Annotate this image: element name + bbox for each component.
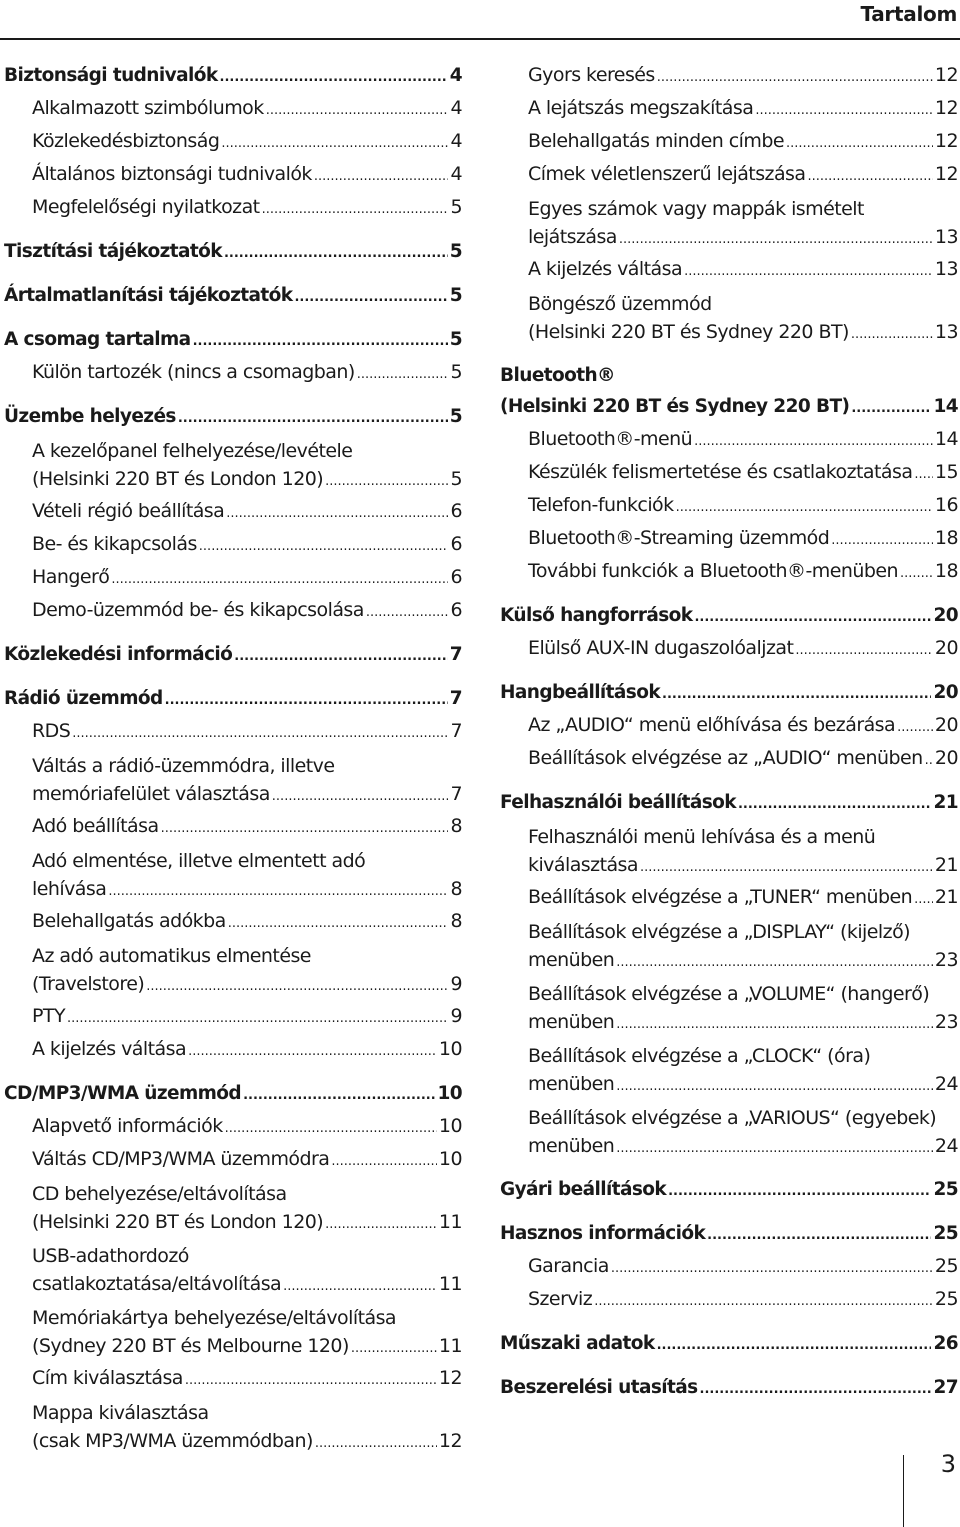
dot-leader — [234, 641, 447, 672]
dot-leader — [900, 558, 933, 589]
toc-section[interactable] — [500, 677, 958, 710]
toc-entry-title: Be- és kikapcsolás — [32, 533, 197, 555]
toc-page-number: 13 — [934, 321, 958, 343]
toc-entry-title: Hasznos információk — [500, 1223, 706, 1244]
toc-entry-title: (Helsinki 220 BT és London 120) — [32, 1211, 324, 1233]
dot-leader — [331, 1146, 437, 1177]
toc-entry-title: Gyári beállítások — [500, 1179, 667, 1200]
dot-leader — [914, 459, 933, 490]
toc-entry[interactable] — [500, 490, 958, 523]
dot-leader — [193, 326, 448, 357]
dot-leader — [851, 321, 933, 349]
toc-entry[interactable] — [4, 1177, 462, 1239]
toc-entry-title: Adó beállítása — [32, 815, 159, 837]
toc-page-number: 12 — [934, 97, 958, 119]
dot-leader — [262, 194, 449, 225]
toc-page-number: 8 — [450, 878, 462, 900]
toc-entry[interactable] — [500, 287, 958, 349]
toc-entry[interactable] — [500, 556, 958, 589]
toc-entry-title: Külső hangforrások — [500, 605, 693, 626]
toc-column-left — [4, 60, 462, 1458]
toc-entry-title-line: A kezelőpanel felhelyezése/levétele — [32, 440, 353, 462]
toc-entry-title: Felhasználói beállítások — [500, 792, 736, 813]
toc-entry-title: Demo-üzemmód be- és kikapcsolása — [32, 599, 364, 621]
toc-entry-title: csatlakoztatása/eltávolítása — [32, 1273, 282, 1295]
toc-entry[interactable] — [500, 743, 958, 776]
dot-leader — [226, 498, 448, 529]
toc-section[interactable] — [500, 1328, 958, 1361]
dot-leader — [161, 813, 449, 844]
toc-entry-title: Belehallgatás minden címbe — [528, 130, 785, 152]
toc-entry-title: Műszaki adatok — [500, 1333, 655, 1354]
dot-leader — [676, 492, 933, 523]
dot-leader — [366, 597, 449, 628]
dot-leader — [188, 1036, 437, 1067]
page-number: 3 — [940, 1450, 956, 1478]
toc-page-number: 25 — [934, 1255, 958, 1277]
toc-entry-title-line: USB-adathordozó — [32, 1245, 189, 1267]
toc-entry-title: Külön tartozék (nincs a csomagban) — [32, 361, 355, 383]
toc-entry-title: Az „AUDIO“ menü előhívása és bezárása — [528, 714, 896, 736]
dot-leader — [694, 602, 931, 633]
dot-leader — [221, 128, 448, 159]
toc-entry-title: menüben — [528, 1073, 615, 1095]
toc-entry[interactable] — [500, 1284, 958, 1317]
toc-entry-title-line: Váltás a rádió-üzemmódra, illetve — [32, 755, 335, 777]
toc-page-number: 12 — [934, 163, 958, 185]
toc-entry[interactable] — [4, 939, 462, 1001]
toc-page-number: 10 — [438, 1038, 462, 1060]
toc-entry[interactable] — [4, 1301, 462, 1363]
toc-entry-title: (Helsinki 220 BT és London 120) — [32, 468, 324, 490]
toc-entry-title-line: Egyes számok vagy mappák ismételt — [528, 198, 864, 220]
toc-entry[interactable] — [4, 126, 462, 159]
toc-page-number: 15 — [934, 461, 958, 483]
toc-section[interactable] — [500, 600, 958, 633]
toc-entry[interactable] — [4, 159, 462, 192]
toc-section[interactable] — [500, 1372, 958, 1405]
dot-leader — [146, 973, 448, 1001]
toc-entry[interactable] — [500, 60, 958, 93]
toc-entry-title: (csak MP3/WMA üzemmódban) — [32, 1430, 313, 1452]
toc-section[interactable] — [4, 280, 462, 313]
toc-entry[interactable] — [500, 710, 958, 743]
toc-entry[interactable] — [4, 844, 462, 906]
toc-page-number: 14 — [934, 428, 958, 450]
dot-leader — [283, 1273, 437, 1301]
dot-leader — [755, 95, 933, 126]
toc-page-number: 11 — [438, 1273, 462, 1295]
dot-leader — [657, 62, 933, 93]
toc-page-number: 5 — [449, 285, 462, 306]
toc-entry-title: Biztonsági tudnivalók — [4, 65, 218, 86]
toc-entry-title: menüben — [528, 1011, 615, 1033]
toc-entry[interactable] — [500, 254, 958, 287]
toc-entry-title-line: Beállítások elvégzése a „CLOCK“ (óra) — [528, 1045, 871, 1067]
toc-entry-title: Beállítások elvégzése az „AUDIO“ menüben — [528, 747, 923, 769]
toc-page-number: 23 — [934, 949, 958, 971]
toc-entry[interactable] — [500, 915, 958, 977]
dot-leader — [314, 161, 449, 192]
dot-leader — [684, 256, 933, 287]
dot-leader — [808, 161, 933, 192]
toc-entry[interactable] — [500, 126, 958, 159]
toc-page-number: 25 — [934, 1288, 958, 1310]
dot-leader — [228, 908, 449, 939]
toc-entry-title: lehívása — [32, 878, 107, 900]
dot-leader — [594, 1286, 933, 1317]
toc-entry-title: RDS — [32, 720, 71, 742]
toc-entry-title: Üzembe helyezés — [4, 406, 176, 427]
dot-leader — [700, 1374, 932, 1405]
dot-leader — [662, 679, 931, 710]
toc-entry[interactable] — [500, 192, 958, 254]
toc-page-number: 7 — [450, 720, 462, 742]
toc-section[interactable] — [4, 236, 462, 269]
toc-page-number: 25 — [933, 1179, 958, 1200]
toc-entry-title: menüben — [528, 949, 615, 971]
toc-entry-title: Tisztítási tájékoztatók — [4, 241, 222, 262]
dot-leader — [914, 884, 933, 915]
toc-page-number: 26 — [933, 1333, 958, 1354]
toc-entry-title: Belehallgatás adókba — [32, 910, 226, 932]
dot-leader — [220, 62, 448, 93]
toc-page-number: 20 — [934, 747, 958, 769]
toc-entry-title: A kijelzés váltása — [528, 258, 683, 280]
toc-entry[interactable] — [4, 1396, 462, 1458]
toc-entry-title: Hangbeállítások — [500, 682, 661, 703]
dot-leader — [897, 712, 933, 743]
toc-section[interactable] — [4, 639, 462, 672]
toc-page-number: 4 — [450, 130, 462, 152]
toc-page-number: 4 — [450, 163, 462, 185]
toc-page-number: 16 — [934, 494, 958, 516]
toc-page-number: 24 — [934, 1073, 958, 1095]
toc-section[interactable] — [500, 787, 958, 820]
dot-leader — [243, 1080, 435, 1111]
dot-leader — [111, 564, 448, 595]
toc-page-number: 20 — [933, 605, 958, 626]
dot-leader — [694, 426, 933, 457]
dot-leader — [315, 1430, 437, 1458]
toc-page-number: 27 — [933, 1377, 958, 1398]
toc-section[interactable] — [4, 683, 462, 716]
toc-page-number: 11 — [438, 1211, 462, 1233]
toc-page-number: 24 — [934, 1135, 958, 1157]
header-rule — [0, 38, 960, 40]
dot-leader — [619, 226, 933, 254]
dot-leader — [831, 525, 933, 556]
toc-entry-title: Megfelelőségi nyilatkozat — [32, 196, 260, 218]
toc-entry[interactable] — [4, 496, 462, 529]
toc-page-number: 5 — [450, 196, 462, 218]
toc-entry[interactable] — [500, 1251, 958, 1284]
toc-page-number: 5 — [449, 406, 462, 427]
toc-section[interactable] — [500, 360, 958, 424]
toc-entry-title: Cím kiválasztása — [32, 1367, 183, 1389]
toc-entry-title: További funkciók a Bluetooth®-menüben — [528, 560, 898, 582]
toc-page-number: 21 — [934, 854, 958, 876]
toc-entry-title: PTY — [32, 1005, 66, 1027]
toc-entry-title: Gyors keresés — [528, 64, 655, 86]
toc-entry-title-line: Adó elmentése, illetve elmentett adó — [32, 850, 366, 872]
toc-page-number: 10 — [438, 1115, 462, 1137]
toc-entry[interactable] — [4, 595, 462, 628]
toc-section[interactable] — [500, 1218, 958, 1251]
toc-entry-title: Készülék felismertetése és csatlakoztatása — [528, 461, 913, 483]
toc-entry[interactable] — [4, 1001, 462, 1034]
toc-page-number: 5 — [450, 468, 462, 490]
toc-section[interactable] — [4, 1078, 462, 1111]
toc-entry-title: (Helsinki 220 BT és Sydney 220 BT) — [528, 321, 849, 343]
page-header-title: Tartalom — [860, 2, 957, 26]
toc-entry[interactable] — [4, 93, 462, 126]
toc-entry-title: Telefon-funkciók — [528, 494, 674, 516]
toc-page-number: 20 — [934, 637, 958, 659]
dot-leader — [925, 745, 933, 776]
toc-section[interactable] — [4, 60, 462, 93]
toc-entry-title: Közlekedési információ — [4, 644, 233, 665]
toc-entry-title: Bluetooth®-Streaming üzemmód — [528, 527, 830, 549]
dot-leader — [657, 1330, 932, 1361]
toc-entry-title: Rádió üzemmód — [4, 688, 163, 709]
toc-entry-title: CD/MP3/WMA üzemmód — [4, 1083, 242, 1104]
toc-entry-title-line: Mappa kiválasztása — [32, 1402, 209, 1424]
footer-divider — [903, 1455, 904, 1527]
toc-entry[interactable] — [500, 523, 958, 556]
toc-entry[interactable] — [500, 633, 958, 666]
toc-entry[interactable] — [4, 1111, 462, 1144]
toc-entry-title: (Travelstore) — [32, 973, 145, 995]
dot-leader — [616, 1011, 933, 1039]
toc-entry[interactable] — [500, 820, 958, 882]
dot-leader — [851, 393, 931, 424]
toc-entry[interactable] — [500, 457, 958, 490]
toc-entry-title: A lejátszás megszakítása — [528, 97, 754, 119]
dot-leader — [108, 878, 448, 906]
dot-leader — [185, 1365, 437, 1396]
dot-leader — [616, 1073, 933, 1101]
dot-leader — [199, 531, 449, 562]
toc-entry-title: Váltás CD/MP3/WMA üzemmódra — [32, 1148, 330, 1170]
toc-entry-title-line: Beállítások elvégzése a „VARIOUS“ (egyebek) — [528, 1107, 937, 1129]
toc-entry[interactable] — [4, 1034, 462, 1067]
toc-section[interactable] — [500, 1174, 958, 1207]
toc-page-number: 4 — [449, 65, 462, 86]
toc-entry-title-line: CD behelyezése/eltávolítása — [32, 1183, 287, 1205]
toc-page-number: 20 — [934, 714, 958, 736]
toc-page-number: 10 — [438, 1148, 462, 1170]
dot-leader — [616, 1135, 933, 1163]
toc-page-number: 5 — [449, 329, 462, 350]
toc-entry[interactable] — [4, 1363, 462, 1396]
dot-leader — [611, 1253, 933, 1284]
toc-entry-title: Ártalmatlanítási tájékoztatók — [4, 285, 293, 306]
toc-entry[interactable] — [500, 159, 958, 192]
toc-entry[interactable] — [4, 1239, 462, 1301]
toc-page-number: 12 — [934, 64, 958, 86]
toc-entry-title: Garancia — [528, 1255, 609, 1277]
toc-entry-title: lejátszása — [528, 226, 617, 248]
toc-entry[interactable] — [4, 357, 462, 390]
toc-entry-title-line: Beállítások elvégzése a „DISPLAY“ (kijelző) — [528, 921, 911, 943]
dot-leader — [325, 468, 448, 496]
dot-leader — [165, 685, 448, 716]
dot-leader — [224, 238, 448, 269]
toc-entry-title: Alkalmazott szimbólumok — [32, 97, 264, 119]
toc-entry[interactable] — [500, 977, 958, 1039]
dot-leader — [266, 95, 449, 126]
dot-leader — [67, 1003, 448, 1034]
toc-page-number: 9 — [450, 1005, 462, 1027]
toc-entry[interactable] — [4, 716, 462, 749]
toc-page-number: 6 — [450, 500, 462, 522]
toc-page-number: 6 — [450, 599, 462, 621]
toc-page-number: 25 — [933, 1223, 958, 1244]
toc-entry[interactable] — [4, 529, 462, 562]
toc-entry[interactable] — [4, 562, 462, 595]
toc-entry-title: Általános biztonsági tudnivalók — [32, 163, 312, 185]
toc-page-number: 7 — [450, 783, 462, 805]
toc-entry-title: Hangerő — [32, 566, 110, 588]
toc-entry-title: Vételi régió beállítása — [32, 500, 225, 522]
toc-entry-title: menüben — [528, 1135, 615, 1157]
toc-entry-title: (Helsinki 220 BT és Sydney 220 BT) — [500, 396, 850, 417]
toc-entry-title: memóriafelület választása — [32, 783, 270, 805]
toc-entry[interactable] — [4, 1144, 462, 1177]
toc-page-number: 9 — [450, 973, 462, 995]
toc-entry[interactable] — [500, 424, 958, 457]
toc-page-number: 7 — [449, 644, 462, 665]
dot-leader — [640, 854, 933, 882]
toc-page-number: 14 — [933, 396, 958, 417]
toc-page-number: 23 — [934, 1011, 958, 1033]
toc-entry[interactable] — [4, 192, 462, 225]
toc-page-number: 8 — [450, 815, 462, 837]
toc-section[interactable] — [4, 324, 462, 357]
toc-page-number: 18 — [934, 560, 958, 582]
toc-entry-title: A kijelzés váltása — [32, 1038, 187, 1060]
dot-leader — [357, 359, 449, 390]
toc-page-number: 10 — [437, 1083, 462, 1104]
toc-entry[interactable] — [500, 882, 958, 915]
toc-entry-title: Beszerelési utasítás — [500, 1377, 698, 1398]
dot-leader — [225, 1113, 437, 1144]
toc-page-number: 21 — [934, 886, 958, 908]
toc-entry-title: kiválasztása — [528, 854, 638, 876]
toc-page-number: 6 — [450, 566, 462, 588]
dot-leader — [668, 1176, 931, 1207]
toc-entry[interactable] — [500, 1101, 958, 1163]
toc-entry-title: Címek véletlenszerű lejátszása — [528, 163, 806, 185]
toc-entry-title-line: Beállítások elvégzése a „VOLUME“ (hangerő) — [528, 983, 930, 1005]
dot-leader — [786, 128, 933, 159]
toc-page-number: 18 — [934, 527, 958, 549]
toc-entry-title-line: Az adó automatikus elmentése — [32, 945, 311, 967]
toc-entry-title: Szerviz — [528, 1288, 593, 1310]
toc-entry[interactable] — [4, 749, 462, 811]
toc-page-number: 4 — [450, 97, 462, 119]
toc-entry-title-line: Memóriakártya behelyezése/eltávolítása — [32, 1307, 397, 1329]
dot-leader — [272, 783, 449, 811]
dot-leader — [707, 1220, 931, 1251]
toc-entry[interactable] — [4, 906, 462, 939]
toc-entry-title: Bluetooth®-menü — [528, 428, 693, 450]
toc-page-number: 12 — [438, 1430, 462, 1452]
toc-column-right — [500, 60, 958, 1405]
dot-leader — [294, 282, 447, 313]
toc-page-number: 12 — [438, 1367, 462, 1389]
dot-leader — [72, 718, 448, 749]
toc-entry[interactable] — [500, 1039, 958, 1101]
toc-entry-title: (Sydney 220 BT és Melbourne 120) — [32, 1335, 349, 1357]
toc-page-number: 21 — [933, 792, 958, 813]
toc-entry-title: Alapvető információk — [32, 1115, 223, 1137]
toc-page-number: 11 — [438, 1335, 462, 1357]
dot-leader — [738, 789, 932, 820]
toc-entry-title: Beállítások elvégzése a „TUNER“ menüben — [528, 886, 913, 908]
toc-entry[interactable] — [4, 434, 462, 496]
toc-page-number: 13 — [934, 226, 958, 248]
toc-entry[interactable] — [4, 811, 462, 844]
toc-page-number: 20 — [933, 682, 958, 703]
toc-entry-title: Elülső AUX-IN dugaszolóaljzat — [528, 637, 794, 659]
toc-entry-title-line: Bluetooth® — [500, 365, 615, 386]
toc-page-number: 8 — [450, 910, 462, 932]
dot-leader — [616, 949, 933, 977]
toc-page-number: 5 — [449, 241, 462, 262]
dot-leader — [325, 1211, 437, 1239]
toc-entry[interactable] — [500, 93, 958, 126]
toc-page-number: 13 — [934, 258, 958, 280]
toc-page-number: 6 — [450, 533, 462, 555]
toc-section[interactable] — [4, 401, 462, 434]
toc-page-number: 7 — [449, 688, 462, 709]
toc-entry-title: A csomag tartalma — [4, 329, 191, 350]
toc-entry-title: Közlekedésbiztonság — [32, 130, 220, 152]
toc-entry-title-line: Böngésző üzemmód — [528, 293, 712, 315]
toc-page-number: 5 — [450, 361, 462, 383]
dot-leader — [178, 403, 448, 434]
toc-page-number: 12 — [934, 130, 958, 152]
dot-leader — [795, 635, 933, 666]
toc-entry-title-line: Felhasználói menü lehívása és a menü — [528, 826, 876, 848]
dot-leader — [351, 1335, 437, 1363]
